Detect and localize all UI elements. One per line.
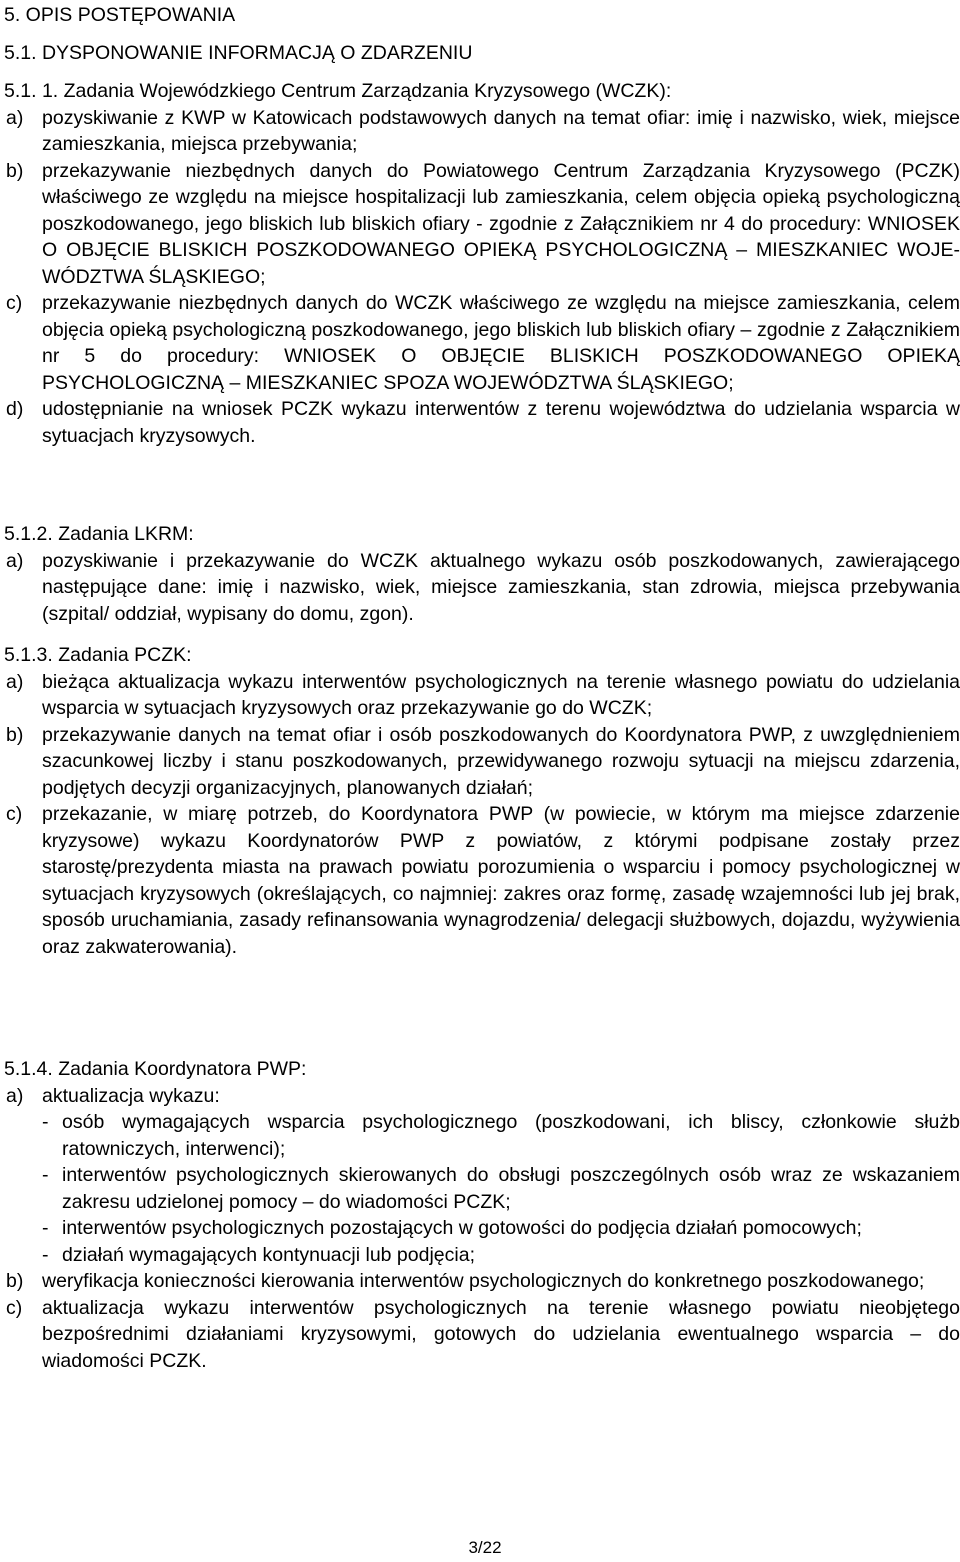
dash-item: [42, 1242, 960, 1269]
page-number-text: 3/22: [468, 1538, 502, 1557]
list-item: [4, 105, 960, 158]
dash-marker: -: [42, 1243, 49, 1266]
item-text: przekazywanie danych na temat ofiar i osób poszkodowanych do Koordynatora PWP, z uwzględnieniem szacunkowej liczby i stanu poszkodowanych, przewidywanego rozwoju sytuacji na miejscu zdarzenia, podjętych decyzji organizacyjnych, planowanych działań;: [42, 723, 960, 799]
item-text: pozyskiwanie i przekazywanie do WCZK aktualnego wykazu osób poszkodowanych, zawierającego następujące dane: imię i nazwisko, wiek, miejsce zamieszkania, stan zdrowia, miejsca przebywania (szpital/ oddział, wypisany do domu, zgon).: [42, 549, 960, 625]
subsection-title-text: Zadania Wojewódzkiego Centrum Zarządzania Kryzysowego (WCZK):: [63, 80, 672, 102]
item-label: c): [6, 803, 23, 825]
item-text: aktualizacja wykazu:: [42, 1084, 220, 1107]
item-label: d): [6, 398, 24, 420]
item-body: [42, 1083, 960, 1269]
item-text: udostępnianie na wniosek PCZK wykazu interwentów z terenu województwa do udzielania wsparcia w sytuacjach kryzysowych.: [42, 398, 960, 447]
item-label: c): [6, 1296, 23, 1319]
dash-item: [42, 1162, 960, 1215]
subsection-number: 5.1.3.: [4, 644, 53, 666]
item-text: pozyskiwanie z KWP w Katowicach podstawowych danych na temat ofiar: imię i nazwisko, wiek, miejsce zamieszkania, miejsca przebywania;: [42, 106, 960, 155]
list-item: [4, 1268, 960, 1295]
dash-text: interwentów psychologicznych pozostających w gotowości do podjęcia działań pomocowych;: [62, 1217, 862, 1239]
subsection-number: 5.1. 1.: [4, 80, 59, 102]
subsection-number: 5.1.4.: [4, 1058, 53, 1080]
item-text: przekazywanie niezbędnych danych do Powiatowego Centrum Zarządzania Kryzysowego (PCZK) właściwego ze względu na miejsce hospitalizacji lub zamieszkania, celem objęcia opieką psychologiczną poszkodowanego, jego bliskich lub bliskich ofiary - zgodnie z Załącznikiem nr 4 do procedury: WNIOSEK O OBJĘCIE BLISKICH POSZKODOWANEGO OPIEKĄ PSYCHOLOGICZNĄ – MIESZKANIEC WOJEWÓDZTWA ŚLĄSKIEGO;: [42, 159, 960, 288]
dash-item: [42, 1109, 960, 1162]
dash-marker: -: [42, 1217, 49, 1239]
item-label: a): [6, 106, 24, 129]
subsection-number: 5.1.2.: [4, 523, 53, 545]
subsection-title: [4, 642, 960, 669]
item-label: a): [6, 670, 24, 693]
section-5-1-4: [4, 1056, 960, 1374]
list-item: [4, 801, 960, 960]
subsection-title-text: Zadania Koordynatora PWP:: [58, 1058, 307, 1080]
section-heading-5-1: 5.1. DYSPONOWANIE INFORMACJĄ O ZDARZENIU: [4, 42, 473, 64]
section-5-1-1: [4, 78, 960, 449]
section-5-1-2: [4, 521, 960, 627]
list-item: [4, 722, 960, 802]
dash-marker: -: [42, 1164, 49, 1186]
list-item: [4, 1083, 960, 1269]
list-item: [4, 396, 960, 449]
item-label: a): [6, 1084, 24, 1107]
section-5-1-3: [4, 642, 960, 960]
item-text: przekazywanie niezbędnych danych do WCZK właściwego ze względu na miejsce zamieszkania, celem objęcia opieką psychologiczną poszkodowanego, jego bliskich lub bliskich ofiary – zgodnie z Załącznikiem nr 5 do procedury: WNIOSEK O OBJĘCIE BLISKICH POSZKODOWANEGO OPIEKĄ PSYCHOLOGICZNĄ – MIESZKANIEC SPOZA WOJEWÓDZTWA ŚLĄSKIEGO;: [42, 292, 960, 394]
dash-item: [42, 1215, 960, 1242]
dash-text: działań wymagających kontynuacji lub podjęcia;: [62, 1243, 475, 1266]
item-text: bieżąca aktualizacja wykazu interwentów psychologicznych na terenie własnego powiatu do udzielania wsparcia w sytuacjach kryzysowych oraz przekazywanie go do WCZK;: [42, 670, 960, 719]
subsection-title: [4, 78, 960, 105]
section-heading-5: 5. OPIS POSTĘPOWANIA: [4, 4, 236, 26]
dash-list: [42, 1109, 960, 1268]
item-text: aktualizacja wykazu interwentów psychologicznych na terenie własnego powiatu nieobjętego bezpośrednimi działaniami kryzysowymi, gotowych do udzielania ewentualnego wsparcia – do wiadomości PCZK.: [42, 1296, 960, 1372]
list-item: [4, 158, 960, 291]
item-label: a): [6, 549, 24, 572]
item-text: przekazanie, w miarę potrzeb, do Koordynatora PWP (w powiecie, w którym ma miejsce zdarzenie kryzysowe) wykazu Koordynatorów PWP z powiatów, z którymi podpisane zostały przez starostę/prezydenta miasta na prawach powiatu porozumienia o wsparciu i pomocy psychologicznej w sytuacjach kryzysowych (określających, co najmniej: zakres oraz formę, zasadę wzajemności lub jej brak, sposób uruchamiania, zasady refinansowania wynagrodzenia/ delegacji służbowych, dojazdu, wyżywienia oraz zakwaterowania).: [42, 803, 960, 958]
item-text: weryfikacja konieczności kierowania interwentów psychologicznych do konkretnego poszkodowanego;: [42, 1270, 925, 1292]
item-label: b): [6, 723, 24, 746]
item-label: b): [6, 159, 24, 182]
item-label: c): [6, 292, 23, 314]
subsection-title: [4, 1056, 960, 1083]
dash-text: osób wymagających wsparcia psychologicznego (poszkodowani, ich bliscy, członkowie służb ratowniczych, interwenci);: [62, 1111, 960, 1160]
subsection-title: [4, 521, 960, 548]
subsection-title-text: Zadania PCZK:: [58, 644, 192, 666]
subsection-title-text: Zadania LKRM:: [58, 523, 194, 545]
list-item: [4, 1295, 960, 1375]
dash-text: interwentów psychologicznych skierowanych do obsługi poszczególnych osób wraz ze wskazaniem zakresu udzielonej pomocy – do wiadomości PCZK;: [62, 1164, 960, 1213]
item-label: b): [6, 1270, 24, 1292]
dash-marker: -: [42, 1111, 49, 1133]
list-item: [4, 548, 960, 628]
list-item: [4, 669, 960, 722]
list-item: [4, 290, 960, 396]
